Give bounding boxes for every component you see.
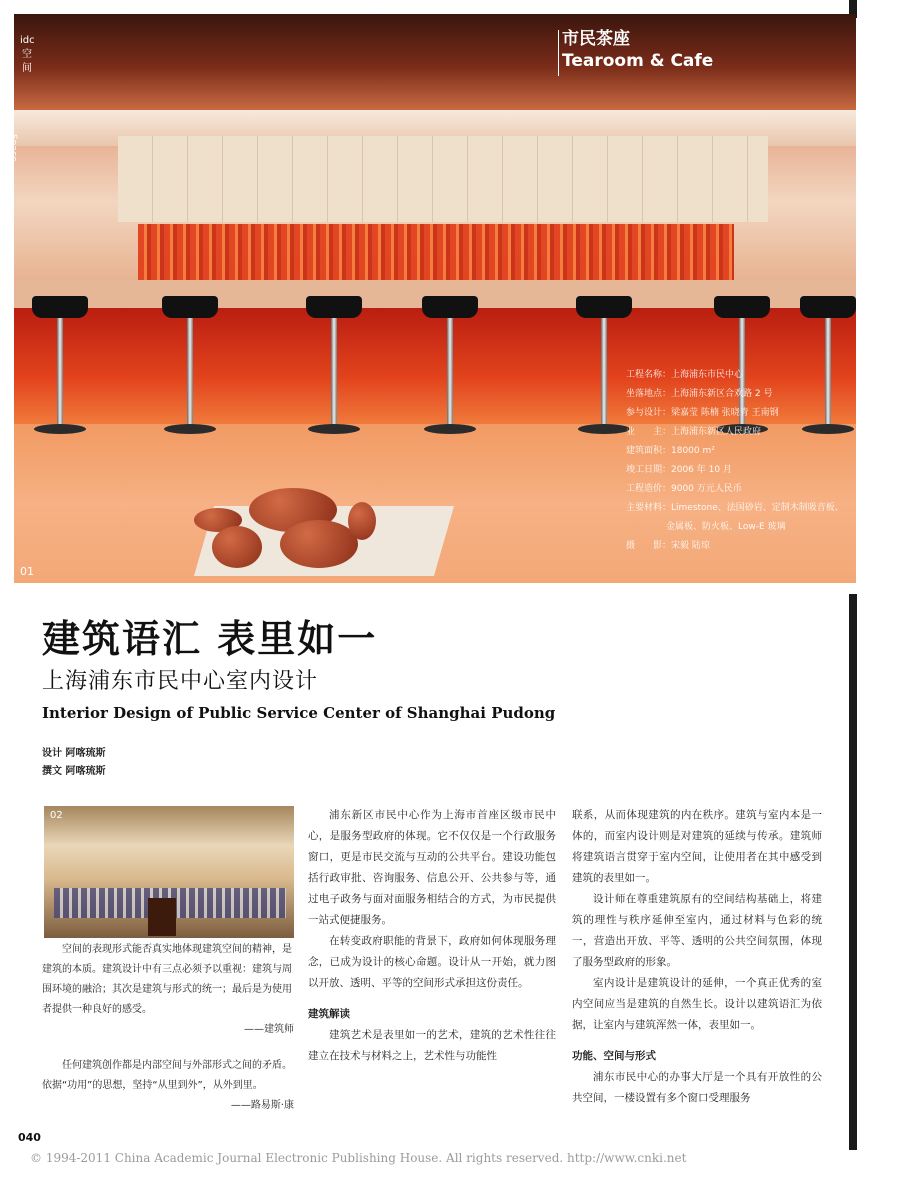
paragraph: 浦东新区市民中心作为上海市首座区级市民中心，是服务型政府的体现。它不仅仅是一个行政服务窗口，更是市民交流与互动的公共平台。建设功能包括行政审批、咨询服务、信息公开、公共参与等，通过电子政务与面对面服务相结合的方式，为市民提供一站式便捷服务。 [308, 809, 556, 926]
section-title [562, 28, 713, 72]
credit-line: 竣工日期：2006 年 10 月 [626, 465, 732, 475]
wall-cabinets [118, 136, 768, 222]
side-label-logo: idc [20, 35, 35, 46]
side-label-char: 间 [22, 63, 32, 74]
side-label [20, 34, 34, 76]
bar-stool [306, 296, 362, 446]
project-credits [626, 366, 858, 556]
credit-line: 参与设计：梁嘉莹 陈楠 张晓青 王南钢 [626, 408, 779, 418]
credit-line: 摄 影：宋毅 陆琼 [626, 541, 710, 551]
right-edge-bar [849, 594, 857, 1150]
byline-text: 撰文 阿喀琉斯 [42, 766, 106, 777]
byline [42, 745, 105, 781]
credit-line: 业 主：上海浦东新区人民政府 [626, 427, 762, 437]
hero-photo [8, 14, 856, 583]
credit-line: 工程名称：上海浦东市民中心 [626, 370, 744, 380]
bar-stool [422, 296, 478, 446]
paragraph: 在转变政府职能的背景下，政府如何体现服务理念，已成为设计的核心命题。设计从一开始，就力图以开放、透明、平等的空间形式承担这份责任。 [308, 935, 556, 989]
ceiling [14, 14, 856, 110]
credit-line: 主要材料：Limestone、法国砂岩、定制木制吸音板、 [626, 503, 844, 513]
section-title-en: Tearoom & Cafe [562, 51, 714, 71]
body-column-3 [572, 805, 822, 1109]
credit-line: 工程造价：9000 万元人民币 [626, 484, 742, 494]
paragraph: 设计师在尊重建筑原有的空间结构基础上，将建筑的理性与秩序延伸至室内，通过材料与色彩的统一，营造出开放、平等、透明的公共空间氛围，体现了服务型政府的形象。 [572, 893, 822, 968]
stone-sculpture [348, 502, 376, 540]
article-subtitle-cn: 上海浦东市民中心室内设计 [42, 669, 319, 694]
paragraph: 建筑艺术是表里如一的艺术，建筑的艺术性往往建立在技术与材料之上，艺术性与功能性 [308, 1029, 556, 1062]
quote-text: 任何建筑创作都是内部空间与外部形式之间的矛盾。依据“功用”的思想，坚持“从里到外”，从外到里。 [42, 1060, 292, 1091]
mosaic-backsplash [138, 224, 734, 280]
quote-attribution: ——路易斯·康 [230, 1100, 294, 1111]
stone-sculpture [212, 526, 262, 568]
article-subtitle-en: Interior Design of Public Service Center of Shanghai Pudong [42, 704, 556, 722]
section-heading: 功能、空间与形式 [572, 1050, 656, 1062]
article-title: 建筑语汇 表里如一 [42, 616, 378, 661]
pull-quote [42, 940, 294, 1040]
bar-stool [576, 296, 632, 446]
byline-design: 设计 阿喀琉斯 [42, 748, 106, 759]
copyright-footer: © 1994-2011 China Academic Journal Electronic Publishing House. All rights reserved. http://www.cnki.net [30, 1151, 687, 1165]
paragraph: 室内设计是建筑设计的延伸，一个真正优秀的室内空间应当是建筑的自然生长。设计以建筑语汇为依据，让室内与建筑浑然一体，表里如一。 [572, 977, 822, 1031]
title-divider [558, 30, 559, 76]
side-label-char: 空 [22, 49, 32, 60]
credit-line: 建筑面积：18000 m² [626, 446, 715, 456]
inset-photo [44, 806, 294, 938]
credit-line: 金属板、防火板、Low-E 玻璃 [666, 522, 786, 532]
bar-stool [32, 296, 88, 446]
section-title-cn: 市民茶座 [562, 29, 630, 49]
quote-text: 空间的表现形式能否真实地体现建筑空间的精神，是建筑的本质。建筑设计中有三点必须予以重视：建筑与周围环境的融洽；其次是建筑与形式的统一；最后是为使用者提供一种良好的感受。 [42, 944, 292, 1015]
inset-number: 02 [50, 810, 63, 821]
quote-attribution: ——建筑师 [244, 1024, 294, 1035]
section-heading: 建筑解读 [308, 1008, 350, 1020]
podium [148, 898, 176, 936]
side-label-en: Space [8, 134, 18, 162]
bar-stool [162, 296, 218, 446]
page-number: 040 [18, 1131, 41, 1144]
body-column-2 [308, 805, 556, 1067]
credit-line: 坐落地点：上海浦东新区合欢路 2 号 [626, 389, 773, 399]
photo-number: 01 [20, 565, 34, 578]
pull-quote [42, 1056, 294, 1116]
stone-sculpture [280, 520, 358, 568]
paragraph: 浦东市民中心的办事大厅是一个具有开放性的公共空间，一楼设置有多个窗口受理服务 [572, 1071, 822, 1104]
paragraph: 联系，从而体现建筑的内在秩序。建筑与室内本是一体的，而室内设计则是对建筑的延续与传承。建筑师将建筑语言贯穿于室内空间，让使用者在其中感受到建筑的表里如一。 [572, 809, 822, 884]
